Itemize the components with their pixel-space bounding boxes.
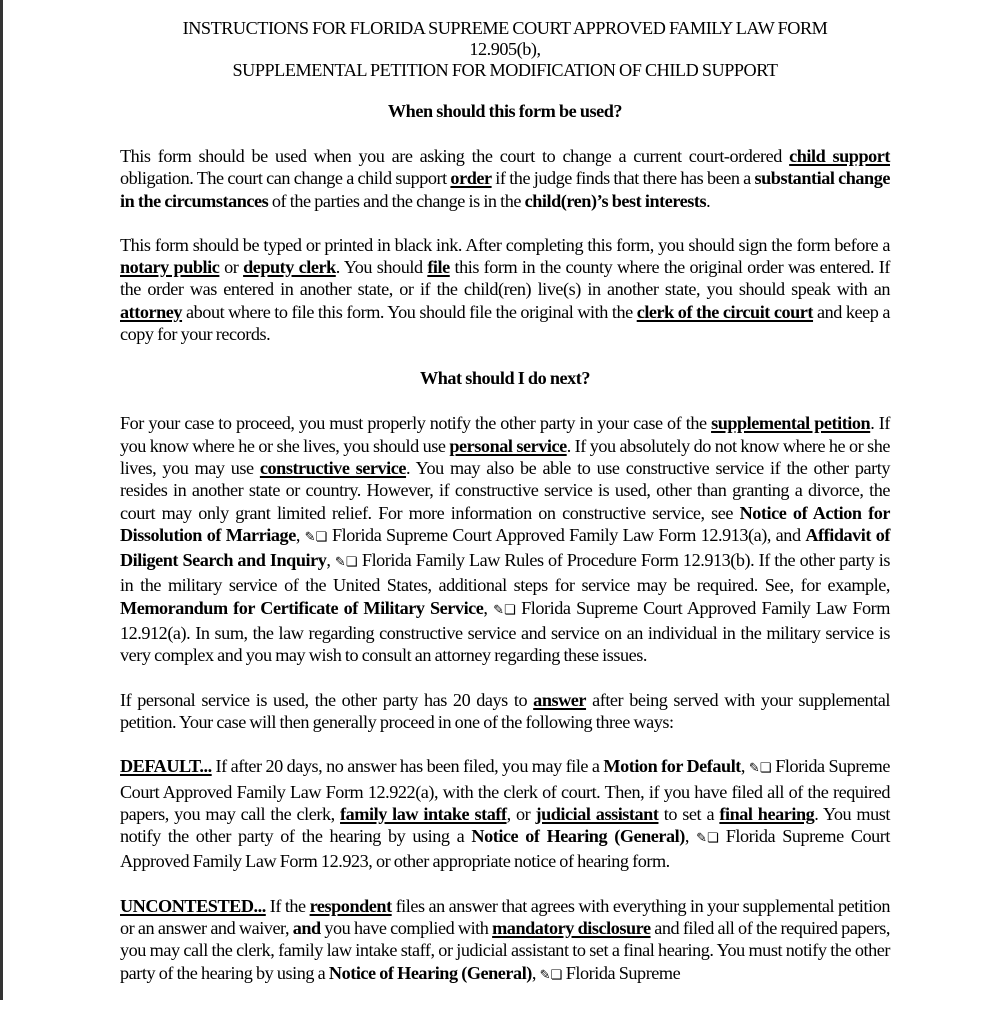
title-line-2: 12.905(b),: [469, 39, 541, 59]
term-personal-service: personal service: [449, 435, 567, 456]
paragraph-answer: [120, 689, 890, 734]
pencil-checkbox-icon: ✎❏: [748, 761, 772, 777]
text: If after 20 days, no answer has been filed, you may file a: [211, 756, 604, 777]
term-deputy-clerk: deputy clerk: [243, 257, 336, 278]
text: Florida Supreme Court Approved Family Law Form 12.912(a). In sum, the law regarding constructive service and service on an individual in the military service is very complex and you may wish to consult an attorney regarding these issues.: [120, 597, 890, 666]
document-title: [120, 18, 890, 81]
term-judicial-assistant: judicial assistant: [535, 803, 659, 824]
text: ,: [295, 524, 305, 545]
text: . If you absolutely do not know where he or she lives, you may use: [120, 435, 891, 478]
term-answer: answer: [533, 689, 587, 710]
bold-memorandum-military: Memorandum for Certificate of Military Service: [120, 597, 484, 618]
term-family-law-intake-staff: family law intake staff: [340, 803, 507, 824]
paragraph-purpose: [120, 145, 890, 212]
text: , or: [506, 803, 536, 824]
text: This form should be typed or printed in black ink. After completing this form, you should sign the form before a: [120, 234, 890, 255]
text: ,: [740, 756, 749, 777]
text: For your case to proceed, you must properly notify the other party in your case of the: [120, 413, 712, 434]
bold-affidavit-diligent-search: Affidavit of Diligent Search and Inquiry: [120, 524, 890, 571]
bold-notice-of-hearing: Notice of Hearing (General): [471, 826, 685, 847]
term-constructive-service: constructive service: [259, 457, 407, 478]
text: Florida Supreme Court Approved Family Law Form 12.913(a), and: [327, 524, 806, 545]
text: about where to file this form. You should file the original with the: [182, 301, 637, 322]
text: or: [219, 257, 244, 278]
bold-motion-for-default: Motion for Default: [603, 756, 741, 777]
text: obligation. The court can change a child support: [120, 168, 451, 189]
term-respondent: respondent: [309, 895, 392, 916]
text: and filed all of the required papers, you may call the clerk, family law intake staff, or judicial assistant to set a final hearing. You must notify the other party of the hearing by using a: [120, 918, 891, 983]
text: ,: [483, 597, 494, 618]
term-order: order: [450, 168, 492, 189]
pencil-checkbox-icon: ✎❏: [334, 555, 358, 571]
text: Florida Supreme Court Approved Family Law Form 12.923, or other appropriate notice of hearing form.: [120, 826, 891, 872]
bold-best-interests: child(ren)’s best interests: [524, 190, 707, 211]
text: to set a: [658, 803, 720, 824]
bold-notice-of-hearing: Notice of Hearing (General): [328, 962, 532, 983]
text: Florida Family Law Rules of Procedure Form 12.913(b). If the other party is in the military service of the United States, additional steps for service may be required. See, for example,: [120, 550, 890, 596]
paragraph-notify: [120, 412, 890, 666]
lead-default: DEFAULT...: [120, 756, 212, 777]
text: this form in the county where the original order was entered. If the order was entered in another state, or if the child(ren) live(s) in another state, you should speak with an: [120, 257, 891, 300]
text: . You must notify the other party of the hearing by using a: [120, 803, 890, 847]
pencil-checkbox-icon: ✎❏: [304, 529, 328, 545]
paragraph-uncontested: [120, 895, 890, 987]
heading-when-used: When should this form be used?: [387, 101, 623, 121]
term-clerk-circuit-court: clerk of the circuit court: [636, 301, 814, 322]
text: you have complied with: [320, 918, 493, 939]
pencil-checkbox-icon: ✎❏: [696, 831, 719, 847]
bold-substantial-change: substantial change in the circumstances: [120, 168, 890, 211]
page-left-border: [0, 0, 3, 1000]
term-child-support: child support: [789, 146, 890, 166]
lead-uncontested: UNCONTESTED...: [120, 895, 266, 916]
text: . You may also be able to use constructive service if the other party resides in another state or country. However, if constructive service is used, other than granting a divorce, the court may only grant limited relief. For more information on constructive service, see: [120, 457, 891, 523]
text: ,: [326, 550, 335, 571]
text: Florida Supreme Court Approved Family Law Form 12.922(a), with the clerk of court. Then, if you have filed all of the required papers, you may call the clerk,: [120, 756, 890, 824]
text: files an answer that agrees with everything in your supplemental petition or an answer and waiver,: [120, 895, 891, 939]
text: after being served with your supplemental petition. Your case will then generally proceed in one of the following three ways:: [120, 689, 891, 732]
text: This form should be used when you are asking the court to change a current court-ordered: [120, 146, 790, 166]
text: of the parties and the change is in the: [268, 190, 525, 211]
pencil-checkbox-icon: ✎❏: [539, 967, 563, 983]
title-line-3: SUPPLEMENTAL PETITION FOR MODIFICATION OF CHILD SUPPORT: [232, 60, 778, 80]
bold-notice-of-action: Notice of Action for Dissolution of Marriage: [120, 502, 890, 545]
term-notary-public: notary public: [120, 257, 220, 278]
paragraph-filing: [120, 234, 890, 345]
text: if the judge finds that there has been a: [491, 168, 755, 189]
term-mandatory-disclosure: mandatory disclosure: [492, 918, 651, 939]
bold-and: and: [292, 918, 321, 939]
paragraph-default: [120, 755, 890, 872]
title-line-1: INSTRUCTIONS FOR FLORIDA SUPREME COURT APPROVED FAMILY LAW FORM: [182, 18, 828, 38]
term-supplemental-petition: supplemental petition: [711, 413, 871, 434]
term-file: file: [427, 257, 450, 278]
text: If the: [265, 895, 310, 916]
text: ,: [531, 962, 540, 983]
document-page: [120, 18, 890, 1009]
text: Florida Supreme: [562, 962, 681, 983]
text: If personal service is used, the other party has 20 days to: [120, 689, 534, 710]
term-final-hearing: final hearing: [719, 803, 815, 824]
heading-what-next: What should I do next?: [419, 368, 591, 389]
term-attorney: attorney: [120, 301, 183, 322]
pencil-checkbox-icon: ✎❏: [493, 602, 516, 618]
text: and keep a copy for your records.: [120, 301, 890, 345]
text: . You should: [335, 257, 428, 278]
text: ,: [684, 826, 697, 847]
text: .: [706, 190, 711, 211]
text: . If you know where he or she lives, you should use: [120, 413, 890, 456]
